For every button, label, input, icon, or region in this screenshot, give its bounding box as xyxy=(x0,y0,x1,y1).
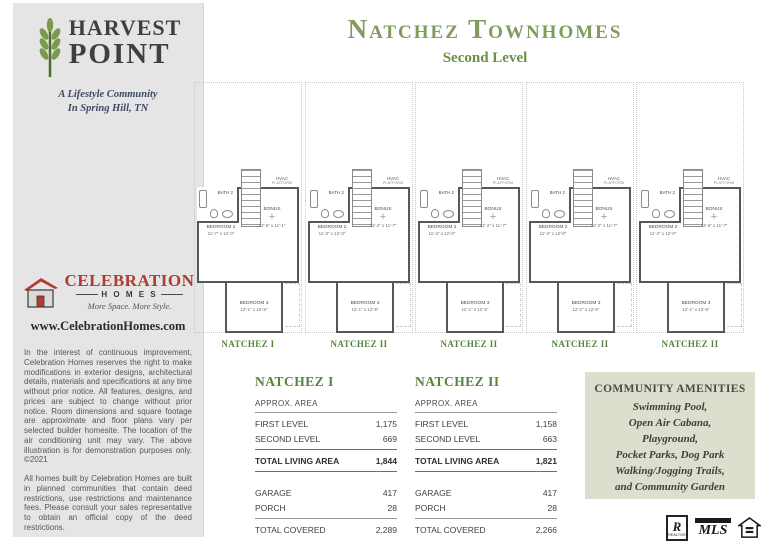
bonus-dimensions: 12'-2" x 11'-7" xyxy=(369,223,397,229)
unit-plan-label: NATCHEZ I xyxy=(221,339,275,349)
bonus-dimensions: 12'-6" x 11'-7" xyxy=(700,223,728,229)
row-label: FIRST LEVEL xyxy=(255,418,309,429)
spec-area-label: APPROX. AREA xyxy=(415,399,478,408)
floorplan-unit xyxy=(415,82,523,349)
equal-housing-icon xyxy=(738,517,761,540)
amenity-item: Pocket Parks, Dog Park xyxy=(615,448,725,461)
toilet-icon xyxy=(542,209,550,218)
bath-label: BATH 2 xyxy=(217,190,233,195)
toilet-icon xyxy=(321,209,329,218)
bonus-name: BONUS xyxy=(595,207,613,212)
realtor-logo xyxy=(666,515,688,541)
hvac-label: HVAC xyxy=(607,176,621,181)
bedroom3-name: BEDROOM 3 xyxy=(681,300,711,306)
bedroom2-label xyxy=(199,225,243,237)
bathtub-icon xyxy=(531,190,539,208)
bathroom xyxy=(529,187,571,223)
row-value: 28 xyxy=(547,502,557,513)
divider xyxy=(255,518,397,519)
divider xyxy=(415,471,557,472)
bonus-name: BONUS xyxy=(263,207,281,212)
divider xyxy=(255,412,397,413)
row-label: PORCH xyxy=(255,502,286,513)
bedroom3-name: BEDROOM 3 xyxy=(350,300,380,306)
divider xyxy=(255,449,397,450)
bedroom3-room xyxy=(446,281,504,333)
bedroom2-label xyxy=(641,225,685,237)
mls-wordmark: MLS xyxy=(698,523,728,538)
row-label: TOTAL COVERED xyxy=(255,524,326,535)
bath-label: BATH 2 xyxy=(328,190,344,195)
page-subtitle: Second Level xyxy=(442,50,528,66)
floorplan-unit xyxy=(194,82,302,349)
bedroom2-name: BEDROOM 2 xyxy=(206,225,236,230)
bedroom3-dimensions: 12'-1" x 12'-5" xyxy=(461,307,489,313)
bath-label: BATH 2 xyxy=(549,190,565,195)
bedroom2-dimensions: 11'-7" x 12'-0" xyxy=(207,231,235,237)
bath-label: BATH 2 xyxy=(659,190,675,195)
row-value: 417 xyxy=(382,487,397,498)
spec-row-total-living xyxy=(415,453,557,468)
divider xyxy=(415,449,557,450)
footer-logos xyxy=(666,515,761,541)
bedroom3-dimensions: 12'-1" x 12'-5" xyxy=(682,307,710,313)
bedroom2-dimensions: 11'-3" x 12'-0" xyxy=(318,231,346,237)
bath-label: BATH 2 xyxy=(438,190,454,195)
row-value: 1,844 xyxy=(375,455,397,466)
amenity-item: and Community Garden xyxy=(614,480,726,493)
disclaimer-paragraph-1: In the interest of continuous improvement, Celebration Homes reserves the right to make modifications in exterior designs, architectural details, materials and specifications at any time without prior notice. All features, designs, and prices are subject to change without prior notice. Room dimensions and square footage are approximate and floor plans vary per selected builder homesite. The location of the air conditioning unit may vary. The above illustration is for demonstration purposes only. ©2021 xyxy=(24,348,192,465)
spacer xyxy=(255,475,397,485)
community-amenities-box xyxy=(585,372,755,499)
row-value: 663 xyxy=(542,433,557,444)
celebration-wordmark: CELEBRATION xyxy=(64,271,195,290)
sink-icon xyxy=(664,210,675,218)
bedroom3-dimensions: 12'-1" x 10'-5" xyxy=(240,307,268,313)
bedroom2-label xyxy=(310,225,354,237)
bonus-name: BONUS xyxy=(374,207,392,212)
bedroom2-dimensions: 11'-3" x 12'-0" xyxy=(428,231,456,237)
unit-plan-label: NATCHEZ II xyxy=(330,339,388,349)
page-title: Natchez Townhomes xyxy=(347,14,623,44)
spec-row-first-level xyxy=(255,416,397,431)
sink-icon xyxy=(554,210,565,218)
spec-row-garage xyxy=(255,485,397,500)
spec-row-garage xyxy=(415,485,557,500)
bedroom3-name: BEDROOM 3 xyxy=(239,300,269,306)
celebration-tagline: More Space. More Style. xyxy=(87,301,172,311)
bedroom2-name: BEDROOM 2 xyxy=(648,225,678,230)
bathtub-icon xyxy=(199,190,207,208)
row-label: GARAGE xyxy=(255,487,292,498)
bonus-room-label xyxy=(247,207,297,229)
spec-row-total-covered xyxy=(415,522,557,537)
row-value: 1,821 xyxy=(535,455,557,466)
toilet-icon xyxy=(652,209,660,218)
row-value: 2,289 xyxy=(375,524,397,535)
ceiling-fan-icon: + xyxy=(600,211,608,224)
row-label: TOTAL LIVING AREA xyxy=(255,455,340,466)
amenity-item: Open Air Cabana, xyxy=(628,416,712,429)
amenities-list xyxy=(585,400,755,496)
amenity-item: Swimming Pool, xyxy=(632,401,708,413)
floorplan-unit xyxy=(636,82,744,349)
deck-outline xyxy=(285,283,300,327)
row-label: SECOND LEVEL xyxy=(255,433,321,444)
divider xyxy=(255,471,397,472)
unit-plan-label: NATCHEZ II xyxy=(661,339,719,349)
row-value: 1,175 xyxy=(375,418,397,429)
row-value: 28 xyxy=(387,502,397,513)
bonus-room-label xyxy=(468,207,518,229)
floorplan-unit xyxy=(305,82,413,349)
bedroom2-dimensions: 11'-3" x 12'-0" xyxy=(649,231,677,237)
ceiling-fan-icon: + xyxy=(710,211,718,224)
spec-row-porch xyxy=(255,500,397,515)
bedroom3-room xyxy=(225,281,283,333)
toilet-icon xyxy=(431,209,439,218)
row-label: FIRST LEVEL xyxy=(415,418,469,429)
disclaimer-text xyxy=(24,348,192,542)
deck-outline xyxy=(727,283,742,327)
bedroom2-name: BEDROOM 2 xyxy=(317,225,347,230)
spec-row-total-living xyxy=(255,453,397,468)
sink-icon xyxy=(222,210,233,218)
bathtub-icon xyxy=(641,190,649,208)
bathroom xyxy=(418,187,460,223)
bedroom2-name: BEDROOM 2 xyxy=(538,225,568,230)
spec-plan-name: NATCHEZ II xyxy=(415,374,500,389)
homes-wordmark: H O M E S xyxy=(101,290,158,299)
house-icon xyxy=(22,275,60,309)
row-label: SECOND LEVEL xyxy=(415,433,481,444)
bonus-room-label xyxy=(358,207,408,229)
spec-table xyxy=(415,374,557,537)
right-rule xyxy=(161,294,183,295)
hvac-label: HVAC xyxy=(386,176,400,181)
sink-icon xyxy=(443,210,454,218)
tagline-line2: In Spring Hill, TN xyxy=(67,103,149,115)
amenity-item: Playground, xyxy=(642,432,698,445)
hvac-platform-sublabel: PLATFORM xyxy=(382,181,404,186)
deck-outline xyxy=(506,283,521,327)
row-value: 2,266 xyxy=(535,524,557,535)
bedroom2-label xyxy=(420,225,464,237)
spacer xyxy=(415,475,557,485)
bedroom3-dimensions: 12'-1" x 12'-5" xyxy=(351,307,379,313)
celebration-homes-logo xyxy=(13,272,203,311)
bonus-name: BONUS xyxy=(705,207,723,212)
row-value: 1,158 xyxy=(535,418,557,429)
left-info-panel xyxy=(13,3,204,537)
spec-area-label: APPROX. AREA xyxy=(255,399,318,408)
wheat-icon xyxy=(35,17,65,79)
bedroom2-name: BEDROOM 2 xyxy=(427,225,457,230)
bonus-name: BONUS xyxy=(484,207,502,212)
hvac-label: HVAC xyxy=(275,176,289,181)
hvac-platform-label xyxy=(486,176,520,186)
point-wordmark: POINT xyxy=(68,38,171,70)
amenities-title: COMMUNITY AMENITIES xyxy=(594,383,746,395)
spec-row-porch xyxy=(415,500,557,515)
spec-row-second-level xyxy=(415,431,557,446)
divider xyxy=(415,412,557,413)
left-rule xyxy=(76,294,98,295)
amenity-item: Walking/Jogging Trails, xyxy=(615,464,725,477)
hvac-platform-sublabel: PLATFORM xyxy=(713,181,735,186)
ceiling-fan-icon: + xyxy=(489,211,497,224)
row-value: 669 xyxy=(382,433,397,444)
bonus-room-label xyxy=(689,207,739,229)
harvest-wordmark: HARVEST xyxy=(68,15,182,40)
hvac-platform-label xyxy=(376,176,410,186)
bathtub-icon xyxy=(310,190,318,208)
hvac-label: HVAC xyxy=(717,176,731,181)
bedroom2-label xyxy=(531,225,575,237)
row-label: PORCH xyxy=(415,502,446,513)
community-tagline xyxy=(13,88,203,116)
spec-table xyxy=(255,374,397,537)
ceiling-fan-icon: + xyxy=(379,211,387,224)
hvac-platform-label xyxy=(265,176,299,186)
bathroom xyxy=(197,187,239,223)
toilet-icon xyxy=(210,209,218,218)
deck-outline xyxy=(617,283,632,327)
ceiling-fan-icon: + xyxy=(268,211,276,224)
unit-plan-label: NATCHEZ II xyxy=(551,339,609,349)
bathroom xyxy=(639,187,681,223)
hvac-platform-sublabel: PLATFORM xyxy=(603,181,625,186)
website-url: www.CelebrationHomes.com xyxy=(30,319,186,333)
row-label: GARAGE xyxy=(415,487,452,498)
row-value: 417 xyxy=(542,487,557,498)
hvac-platform-label xyxy=(597,176,631,186)
bonus-dimensions: 12'-2" x 11'-7" xyxy=(590,223,618,229)
sink-icon xyxy=(333,210,344,218)
bedroom3-name: BEDROOM 3 xyxy=(460,300,490,306)
disclaimer-paragraph-2: All homes built by Celebration Homes are built in planned communities that contain deed restrictions, use restrictions and maintenance fees. Please consult your sales representative to obtain an official copy of the deed restrictions. xyxy=(24,474,192,532)
deck-outline xyxy=(396,283,411,327)
row-label: TOTAL COVERED xyxy=(415,524,486,535)
realtor-r-mark: R xyxy=(672,518,682,534)
hvac-label: HVAC xyxy=(496,176,510,181)
hvac-platform-sublabel: PLATFORM xyxy=(271,181,293,186)
realtor-label: REALTOR xyxy=(668,532,686,537)
homes-wordmark-row xyxy=(65,290,195,299)
bedroom3-name: BEDROOM 3 xyxy=(571,300,601,306)
bathtub-icon xyxy=(420,190,428,208)
tagline-line1: A Lifestyle Community xyxy=(58,89,158,100)
hvac-platform-label xyxy=(707,176,741,186)
spec-row-total-covered xyxy=(255,522,397,537)
bedroom3-dimensions: 12'-1" x 12'-5" xyxy=(572,307,600,313)
bedroom3-room xyxy=(557,281,615,333)
bedroom2-dimensions: 11'-3" x 12'-0" xyxy=(539,231,567,237)
row-label: TOTAL LIVING AREA xyxy=(415,455,500,466)
unit-plan-label: NATCHEZ II xyxy=(440,339,498,349)
bathroom xyxy=(308,187,350,223)
bonus-dimensions: 12'-2" x 11'-7" xyxy=(479,223,507,229)
divider xyxy=(415,518,557,519)
spec-plan-name: NATCHEZ I xyxy=(255,374,334,389)
bonus-dimensions: 12'-6" x 11'-1" xyxy=(258,223,286,229)
harvest-point-logo xyxy=(13,17,203,79)
spec-row-second-level xyxy=(255,431,397,446)
hvac-platform-sublabel: PLATFORM xyxy=(492,181,514,186)
bedroom3-room xyxy=(336,281,394,333)
bedroom3-room xyxy=(667,281,725,333)
mls-logo xyxy=(695,518,731,538)
floorplan-unit xyxy=(526,82,634,349)
spec-row-first-level xyxy=(415,416,557,431)
bonus-room-label xyxy=(579,207,629,229)
